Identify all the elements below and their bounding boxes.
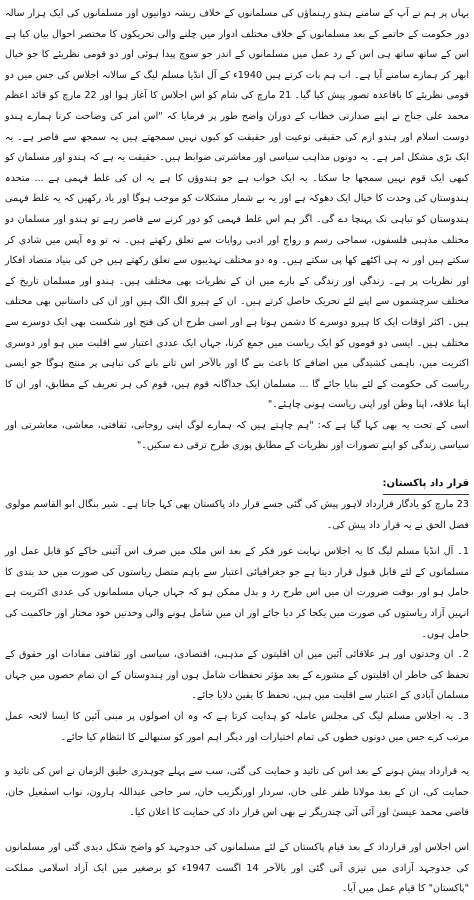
resolution-intro: 23 مارچ کو یادگار قرارداد لاہور پیش کی گئی جسے قرار داد پاکستان بھی کہا جاتا ہے۔ شیر بنگال ابو القاسم مولوی فضل الحق نے یہ قرار داد پیش کی۔ (5, 499, 469, 531)
section-heading: قرار داد پاکستان: (383, 474, 469, 495)
ideology-paragraph: اسی کے تحت یہ بھی کہا گیا ہے کہ: "ہم چاہتے ہیں کہ ہمارے لوگ اپنی روحانی، ثقافتی، معاشی، معاشرتی اور سیاسی زندگی کو اپنے تصورات اور نظریات کے مطابق پوری طرح ترقی دے سکیں۔" (5, 419, 469, 452)
intro-paragraph: یہاں پر ہم نے آپ کے سامنے ہندو رہنماؤں کی مسلمانوں کے خلاف ریشہ دوانیوں اور مسلمانوں کی ایک ہزار سالہ دور حکومت کے خاتمے کے بعد مسلمانوں کے خلاف مختلف ادوار میں چلنے والی تحریکوں کا مختصر احوال بیان کیا ہے اس کے ساتھ ساتھ ہی اس کے رد عمل میں مسلمانوں کے اندر جو سوچ پیدا ہوئی اور دو قومی نظریئے کا جو خیال ابھر کر ہمارے سامنے آیا ہے۔ اب ہم بات کرتے ہیں 1940ء کے آل انڈیا مسلم لیگ کے سالانہ اجلاس کی جس میں دو قومی نظریئے کا باقاعدہ تصور پیش کیا گیا۔ 21 مارچ کی شام کو اس اجلاس کا آغاز ہوا اور 22 مارچ کو قائد اعظم محمد علی جناح نے اپنے صدارتی خطاب کے دوران واضح طور پر فرمایا کہ "اس امر کی وضاحت کرنا ہمارے ہندو دوست اسلام اور ہندو ازم کی حقیقی نوعیت اور حقیقت کو کیوں نہیں سمجھتے ہیں یہ سمجھ سے قاصر ہے۔ یہ ایک بڑی مشکل امر ہے۔ یہ دونوں مذاہب سیاسی اور معاشرتی ضوابط ہیں۔ حقیقت یہ ہے کہ ہندو اور مسلمان کو کبھی ایک قوم نہیں سمجھا جا سکتا۔ یہ ایک خواب ہے جو ہندوؤں کا ہے یہ ان کی غلط فہمی ہے ... متحدہ ہندوستان کی وحدت کا خیال ایک دھوکہ ہے اور یہ بے شمار مشکلات کو موجب ہوگا اور یاد رکھیں کہ یہ غلط فہمی ہندوستان کو تباہی تک پہنچا دے گی۔ اگر ہم اس غلط فہمی کو دور کرنے سے قاصر رہے تو ہندو اور مسلمان دو مختلف مذہبی فلسفوں، سماجی رسم و رواج اور ادبی روایات سے تعلق رکھتے ہیں۔ نہ تو وہ آپس میں شادی کر سکتے ہیں اور نہ ہی اکٹھے کھا پی سکتے ہیں۔ وہ دو مختلف تہذیبوں سے تعلق رکھتے ہیں جن کی بنیاد متضاد افکار اور نظریات پر ہے۔ زندگی اور زندگی کے بارے میں ان کے نظریات بھی مختلف ہیں۔ ہندو اور مسلمان تاریخ کے مختلف سرچشموں سے اپنے لئے تحریک حاصل کرتے ہیں۔ ان کے ہیرو الگ الگ ہیں اور ان کی داستانیں بھی مختلف ہیں۔ اکثر اوقات ایک کا ہیرو دوسرے کا دشمن ہوتا ہے اور اسی طرح ان کی فتح اور شکست بھی ایک دوسرے سے مختلف ہیں۔ ایسی دو قوموں کو ایک ریاست میں جمع کرنا، جہاں ایک عددی اعتبار سے اقلیت میں ہو اور دوسری اکثریت میں، باہمی کشیدگی میں اضافے کا باعث بنے گا اور بالآخر اس تانے بانے کی تباہی پر منتج ہوگا جو ایسی ریاست کی حکومت کے لئے بنایا جائے گا ... مسلمان ایک جداگانہ قوم ہیں، قوم کی ہر تعریف کے مطابق، اور ان کا اپنا علاقہ، اپنا وطن اور اپنی ریاست ہونی چاہئے۔" (5, 8, 469, 411)
resolution-point-2: 2۔ ان وحدتوں اور ہر علاقائی آئین میں ان اقلیتوں کے مذہبی، اقتصادی، سیاسی اور ثقافتی مفادات اور حقوق کے تحفظ کی خاطر ان اقلیتوں کے مشورے کے بعد مؤثر تحفظات شامل ہوں اور ہندوستان کے ان تمام حصوں میں جہاں مسلمان آبادی کے اعتبار سے اقلیت میں ہیں، تحفظ کا یقین دلایا جائے۔ (5, 649, 469, 702)
resolution-point-1: 1۔ آل انڈیا مسلم لیگ کا یہ اجلاس نہایت غور فکر کے بعد اس ملک میں صرف اس آئینی خاکے کو قابل عمل اور مسلمانوں کے لئے قابل قبول قرار دیتا ہے جو جغرافیائی اعتبار سے باہم متصل ریاستوں کی صورت میں حد بندی کا حامل ہو اور بوقت ضرورت ان میں اس طرح رد و بدل ممکن ہو کہ جہاں جہاں مسلمانوں کی عددی اکثریت ہے انہیں آزاد ریاستوں کی صورت میں یکجا کر دیا جائے اور ان میں شامل ہونے والی وحدتیں خود مختار اور حاکمیت کی حامل ہوں۔ (5, 546, 469, 640)
supporters-paragraph: یہ قرارداد پیش ہونے کے بعد اس کی تائید و حمایت کی گئی، سب سے پہلے چوہدری خلیق الزمان نے اس کی تائید و حمایت کی، ان کے بعد مولانا ظفر علی خان، سردار اورنگزیب خان، سر حاجی عبداللہ ہارون، نواب اسمٰعیل خان، قاضی محمد عیسیٰ اور آئی آئی چندریگر نے بھی اس قرار داد کی حمایت کا اعلان کیا۔ (5, 766, 469, 819)
conclusion-paragraph: اس اجلاس اور قرارداد کے بعد قیام پاکستان کے لئے مسلمانوں کی جدوجہد کو واضح شکل دیدی گئی اور مسلمانوں کی جدوجہد آزادی میں تیزی آتی گئی اور بالآخر 14 اگست 1947ء کو برصغیر میں ایک آزاد اسلامی مملکت "پاکستان" کا قیام عمل میں آیا۔ (5, 841, 469, 895)
resolution-point-3: 3۔ یہ اجلاس مسلم لیگ کی مجلس عاملہ کو ہدایت کرتا ہے کہ وہ ان اصولوں پر مبنی آئین کا ایسا لائحہ عمل مرتب کرے جس میں دونوں خطوں کی تمام اختیارات اور دیگر اہم امور کو سنبھالنے کا انتظام کیا جائے۔ (5, 711, 469, 743)
